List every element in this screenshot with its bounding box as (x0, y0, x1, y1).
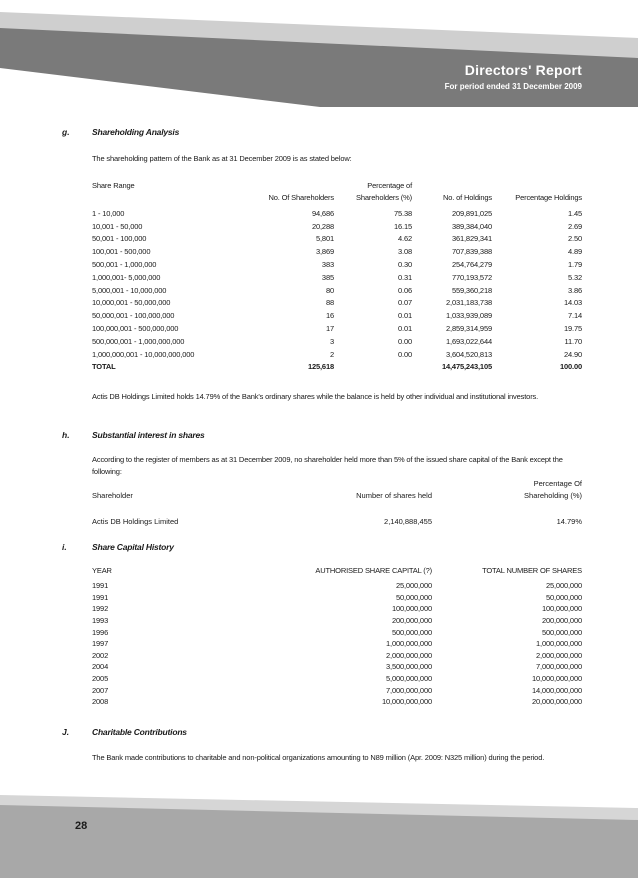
year-cell: 2002 (92, 650, 109, 660)
authorised-capital-cell: 25,000,000 (395, 581, 432, 591)
authorised-capital-cell: 3,500,000,000 (385, 662, 432, 672)
authorised-capital-cell: 200,000,000 (391, 616, 432, 626)
year-cell: 2005 (92, 674, 109, 684)
pct-holdings-cell: 2.50 (568, 234, 582, 244)
pct-holdings-cell: 2.69 (568, 221, 582, 231)
holdings-cell: 1,693,022,644 (445, 336, 492, 346)
table-row (92, 592, 582, 604)
share-range-cell: 10,000,001 - 50,000,000 (92, 298, 171, 308)
year-cell: 1992 (92, 604, 109, 614)
authorised-capital-cell: 7,000,000,000 (385, 685, 432, 695)
table-row (92, 661, 582, 673)
table-row (92, 684, 582, 696)
share-range-cell: 50,000,001 - 100,000,000 (92, 311, 175, 321)
table-row (92, 650, 582, 662)
table-row (92, 233, 582, 246)
total-shares-cell: 14,000,000,000 (531, 685, 582, 695)
year-cell: 1996 (92, 627, 109, 637)
total-label: TOTAL (92, 362, 116, 372)
share-range-cell: 10,001 - 50,000 (92, 221, 143, 231)
year-cell: 2007 (92, 685, 109, 695)
table-row (92, 284, 582, 297)
pct-shareholding-value: 14.79% (556, 517, 582, 526)
table-row (92, 335, 582, 348)
total-shares-cell: 10,000,000,000 (531, 674, 582, 684)
section-g-letter: g. (62, 127, 70, 137)
pct-shareholders-cell: 0.06 (398, 285, 412, 295)
section-h-intro: According to the register of members as at 31 December 2009, no shareholder held more than 5% of the issued share capital of the Bank except the following: (92, 455, 563, 476)
share-range-cell: 5,000,001 - 10,000,000 (92, 285, 167, 295)
pct-shareholders-cell: 3.08 (398, 247, 412, 257)
shareholding-header-row (92, 180, 582, 207)
total-shares-cell: 7,000,000,000 (535, 662, 582, 672)
share-capital-header-row (92, 566, 582, 580)
authorised-capital-cell: 10,000,000,000 (381, 697, 432, 707)
holdings-cell: 2,031,183,738 (445, 298, 492, 308)
report-title: Directors' Report (464, 62, 582, 78)
share-capital-table (92, 566, 582, 708)
holdings-cell: 2,859,314,959 (445, 324, 492, 334)
shareholders-cell: 3,869 (315, 247, 334, 257)
total-shares-cell: 500,000,000 (541, 627, 582, 637)
section-j-title: Charitable Contributions (92, 727, 187, 737)
col-pct-holdings: Percentage Holdings (515, 193, 582, 202)
pct-shareholders-cell: 0.00 (398, 349, 412, 359)
shareholders-cell: 2 (329, 349, 334, 359)
col-pct-shareholders: Percentage of Shareholders (%) (356, 181, 412, 202)
table-row (92, 638, 582, 650)
section-g-title: Shareholding Analysis (92, 127, 180, 137)
shareholding-table (92, 180, 582, 373)
pct-holdings-cell: 24.90 (563, 349, 582, 359)
year-cell: 1991 (92, 581, 109, 591)
shareholders-cell: 16 (325, 311, 334, 321)
total-shares-cell: 100,000,000 (541, 604, 582, 614)
shareholders-cell: 5,801 (315, 234, 334, 244)
table-row (92, 297, 582, 310)
shareholders-cell: 385 (321, 272, 334, 282)
section-h-letter: h. (62, 430, 70, 440)
table-row (92, 348, 582, 361)
pct-shareholders-cell: 0.30 (398, 260, 412, 270)
authorised-capital-cell: 5,000,000,000 (385, 674, 432, 684)
col-year: YEAR (92, 566, 112, 575)
share-range-cell: 100,001 - 500,000 (92, 247, 151, 257)
col-shares-held: Number of shares held (356, 491, 432, 500)
col-share-range: Share Range (92, 181, 135, 190)
year-cell: 1993 (92, 616, 109, 626)
share-range-cell: 500,000,001 - 1,000,000,000 (92, 336, 185, 346)
table-row (92, 615, 582, 627)
holdings-cell: 1,033,939,089 (445, 311, 492, 321)
total-blank-cell (334, 361, 412, 374)
holdings-cell: 770,193,572 (451, 272, 492, 282)
total-pct-holdings: 100.00 (559, 362, 582, 372)
share-range-cell: 100,000,001 - 500,000,000 (92, 324, 179, 334)
section-j-letter: J. (62, 727, 70, 737)
shareholders-cell: 383 (321, 260, 334, 270)
year-cell: 1997 (92, 639, 109, 649)
year-cell: 1991 (92, 592, 109, 602)
pct-shareholders-cell: 0.31 (398, 272, 412, 282)
share-range-cell: 1,000,000,001 - 10,000,000,000 (92, 349, 195, 359)
table-row (92, 245, 582, 258)
pct-holdings-cell: 5.32 (568, 272, 582, 282)
pct-holdings-cell: 1.79 (568, 260, 582, 270)
authorised-capital-cell: 1,000,000,000 (385, 639, 432, 649)
shareholders-cell: 17 (325, 324, 334, 334)
authorised-capital-cell: 50,000,000 (395, 592, 432, 602)
total-shares-cell: 50,000,000 (545, 592, 582, 602)
col-no-shareholders: No. Of Shareholders (268, 193, 334, 202)
pct-shareholders-cell: 16.15 (393, 221, 412, 231)
shareholders-cell: 20,288 (311, 221, 334, 231)
pct-shareholders-cell: 0.00 (398, 336, 412, 346)
pct-holdings-cell: 14.03 (563, 298, 582, 308)
report-period: For period ended 31 December 2009 (444, 82, 582, 91)
pct-shareholders-cell: 75.38 (393, 208, 412, 218)
table-row (92, 258, 582, 271)
pct-holdings-cell: 4.89 (568, 247, 582, 257)
holdings-cell: 3,604,520,813 (445, 349, 492, 359)
table-row (92, 603, 582, 615)
pct-shareholders-cell: 0.01 (398, 311, 412, 321)
pct-holdings-cell: 3.86 (568, 285, 582, 295)
pct-holdings-cell: 1.45 (568, 208, 582, 218)
section-h-title: Substantial interest in shares (92, 430, 205, 440)
table-row (92, 626, 582, 638)
pct-shareholders-cell: 0.01 (398, 324, 412, 334)
holdings-cell: 361,829,341 (451, 234, 492, 244)
holdings-cell: 209,891,025 (451, 208, 492, 218)
section-i-letter: i. (62, 542, 67, 552)
pct-holdings-cell: 19.75 (563, 324, 582, 334)
shareholders-cell: 94,686 (311, 208, 334, 218)
share-range-cell: 500,001 - 1,000,000 (92, 260, 157, 270)
shareholder-name: Actis DB Holdings Limited (92, 517, 179, 526)
total-shareholders: 125,618 (307, 362, 334, 372)
col-total-shares: TOTAL NUMBER OF SHARES (482, 566, 582, 575)
table-row (92, 220, 582, 233)
authorised-capital-cell: 100,000,000 (391, 604, 432, 614)
pct-holdings-cell: 7.14 (568, 311, 582, 321)
table-row (92, 207, 582, 220)
page-number: 28 (75, 820, 88, 832)
holdings-cell: 707,839,388 (451, 247, 492, 257)
table-row (92, 673, 582, 685)
table-row (92, 271, 582, 284)
year-cell: 2004 (92, 662, 109, 672)
col-authorised-capital: AUTHORISED SHARE CAPITAL (?) (315, 566, 432, 575)
pct-holdings-cell: 11.70 (564, 336, 582, 346)
table-row (92, 580, 582, 592)
table-row (92, 309, 582, 322)
table-row (92, 696, 582, 708)
share-range-cell: 50,001 - 100,000 (92, 234, 147, 244)
shareholders-cell: 80 (325, 285, 334, 295)
holdings-cell: 254,764,279 (451, 260, 492, 270)
section-i-title: Share Capital History (92, 542, 174, 552)
col-pct-shareholding: Percentage Of Shareholding (%) (524, 479, 582, 500)
section-g-note: Actis DB Holdings Limited holds 14.79% of the Bank's ordinary shares while the balance is held by other individual and institutional investors. (92, 392, 539, 401)
authorised-capital-cell: 500,000,000 (391, 627, 432, 637)
total-shares-cell: 2,000,000,000 (535, 650, 582, 660)
shares-held-value: 2,140,888,455 (384, 517, 432, 526)
col-no-holdings: No. of Holdings (442, 193, 492, 202)
authorised-capital-cell: 2,000,000,000 (385, 650, 432, 660)
pct-shareholders-cell: 0.07 (398, 298, 412, 308)
shareholders-cell: 3 (329, 336, 334, 346)
holdings-cell: 389,384,040 (451, 221, 492, 231)
pct-shareholders-cell: 4.62 (398, 234, 412, 244)
total-shares-cell: 1,000,000,000 (535, 639, 582, 649)
shareholders-cell: 88 (325, 298, 334, 308)
share-range-cell: 1 - 10,000 (92, 208, 125, 218)
total-shares-cell: 25,000,000 (545, 581, 582, 591)
total-shares-cell: 200,000,000 (541, 616, 582, 626)
holdings-cell: 559,360,218 (451, 285, 492, 295)
total-holdings: 14,475,243,105 (441, 362, 492, 372)
section-g-intro: The shareholding pattern of the Bank as at 31 December 2009 is as stated below: (92, 154, 352, 163)
total-row (92, 361, 582, 374)
year-cell: 2008 (92, 697, 109, 707)
total-shares-cell: 20,000,000,000 (531, 697, 582, 707)
share-range-cell: 1,000,001- 5,000,000 (92, 272, 161, 282)
section-j-text: The Bank made contributions to charitable and non-political organizations amounting to N89 million (Apr. 2009: N325 million) during the period. (92, 753, 545, 762)
table-row (92, 322, 582, 335)
col-shareholder: Shareholder (92, 491, 133, 500)
